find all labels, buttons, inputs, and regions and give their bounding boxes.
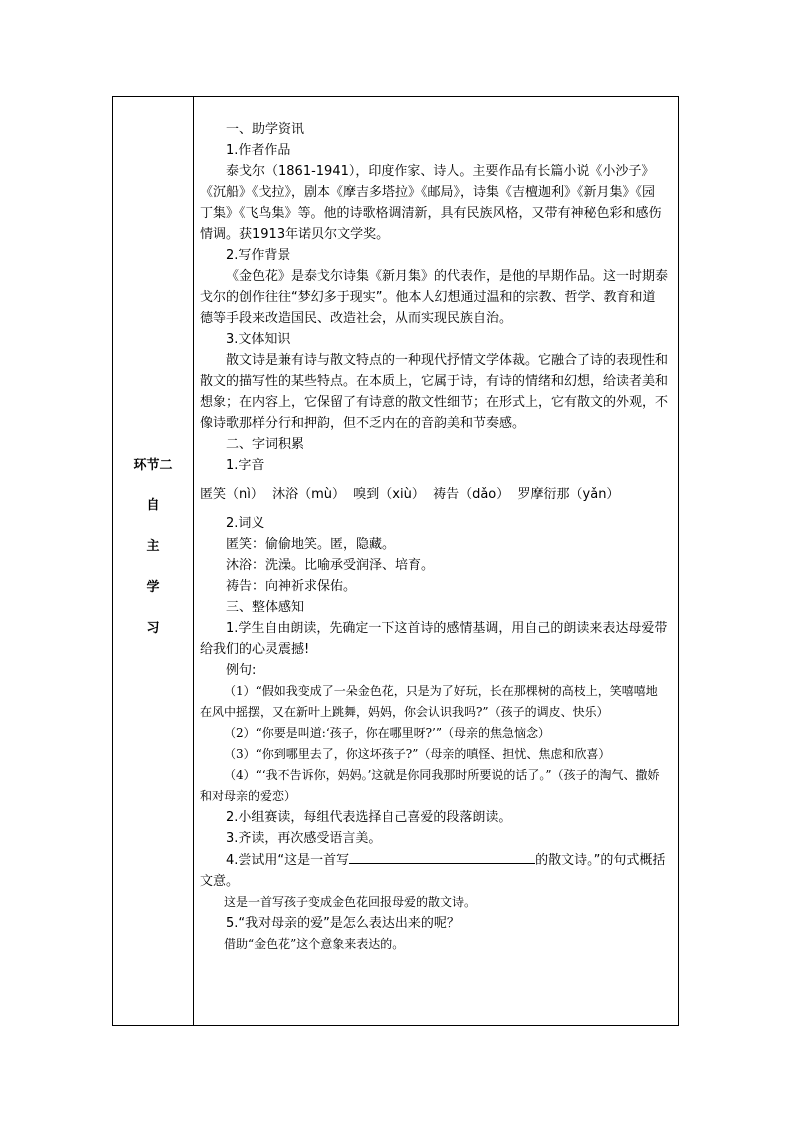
task-4: [200, 849, 668, 892]
task-4-suffix: 的散文诗。”的句式概括文意。: [200, 853, 666, 889]
task-1: 1.学生自由朗读，先确定一下这首诗的感情基调，用自己的朗读来表达母爱带给我们的心灵震撼!: [200, 621, 668, 657]
heading-reference-info: 一、助学资讯: [226, 122, 305, 137]
subheading-pronunciation: 1.字音: [226, 458, 265, 473]
example-sentence: （1）“假如我变成了一朵金色花，只是为了好玩，长在那棵树的高枝上，笑嘻嘻地在风中摇摆，又在新叶上跳舞，妈妈，你会认识我吗?”（孩子的调皮、快乐）: [200, 684, 658, 719]
subheading-author-works: 1.作者作品: [226, 143, 291, 158]
paragraph-author-works: 泰戈尔（1861-1941），印度作家、诗人。主要作品有长篇小说《小沙子》《沉船》《戈拉》，剧本《摩吉多塔拉》《邮局》，诗集《吉檀迦利》《新月集》《园丁集》《飞鸟集》等。他的诗歌格调清新，具有民族风格，又带有神秘色彩和感伤情调。获1913年诺贝尔文学奖。: [200, 164, 662, 242]
task-4-prefix: 4.尝试用“这是一首写: [226, 853, 350, 868]
subheading-meaning: 2.词义: [226, 516, 265, 531]
heading-overall-perception: 三、整体感知: [226, 600, 305, 615]
paragraph-genre: 散文诗是兼有诗与散文特点的一种现代抒情文学体裁。它融合了诗的表现性和散文的描写性的某些特点。在本质上，它属于诗，有诗的情绪和幻想，给读者美和想象；在内容上，它保留了有诗意的散文性细节；在形式上，它有散文的外观，不像诗歌那样分行和押韵，但不乏内在的音韵美和节奏感。: [200, 353, 669, 431]
example-label: 例句:: [226, 663, 257, 678]
example-sentence: （3）“你到哪里去了，你这坏孩子?”（母亲的嗔怪、担忧、焦虑和欣喜）: [224, 747, 611, 761]
meaning-line: 祷告：向神祈求保佑。: [226, 579, 357, 594]
paragraph-background: 《金色花》是泰戈尔诗集《新月集》的代表作，是他的早期作品。这一时期泰戈尔的创作往往“梦幻多于现实”。他本人幻想通过温和的宗教、哲学、教育和道德等手段来改造国民、改造社会，从而实现民族自治。: [200, 269, 669, 326]
pronunciation-list: 匿笑（nì） 沐浴（mù） 嗅到（xiù） 祷告（dǎo） 罗摩衍那（yǎn）: [200, 487, 620, 502]
example-sentence: （2）“你要是叫道:‘孩子，你在哪里呀?’”（母亲的焦急恼念）: [224, 726, 551, 740]
section-title: 环节二: [133, 458, 173, 473]
section-char: 自: [146, 498, 160, 513]
task-2: 2.小组赛读，每组代表选择自己喜爱的段落朗读。: [226, 810, 512, 825]
fill-blank-line: [349, 849, 535, 864]
subheading-background: 2.写作背景: [226, 248, 291, 263]
section-char: 主: [146, 539, 160, 554]
example-sentence: （4）“‘我不告诉你，妈妈。’这就是你同我那时所要说的话了。”（孩子的淘气、撒娇和对母亲的爱恋）: [200, 768, 660, 803]
task-3: 3.齐读，再次感受语言美。: [226, 831, 382, 846]
section-vertical-label: [113, 495, 193, 659]
section-char: 学: [146, 580, 160, 595]
meaning-line: 沐浴：洗澡。比喻承受润泽、培育。: [226, 558, 435, 573]
meaning-line: 匿笑：偷偷地笑。匿，隐藏。: [226, 537, 396, 552]
heading-vocabulary: 二、字词积累: [226, 437, 305, 452]
content-cell: [200, 119, 668, 955]
task-4-answer: 这是一首写孩子变成金色花回报母爱的散文诗。: [224, 895, 477, 909]
task-5: 5.“我对母亲的爱”是怎么表达出来的呢？: [226, 916, 460, 931]
section-label-cell: [113, 97, 193, 1025]
lesson-table: [112, 96, 679, 1026]
column-divider: [193, 97, 194, 1025]
task-5-answer: 借助“金色花”这个意象来表达的。: [224, 937, 405, 951]
section-char: 习: [146, 621, 160, 636]
subheading-genre: 3.文体知识: [226, 332, 291, 347]
